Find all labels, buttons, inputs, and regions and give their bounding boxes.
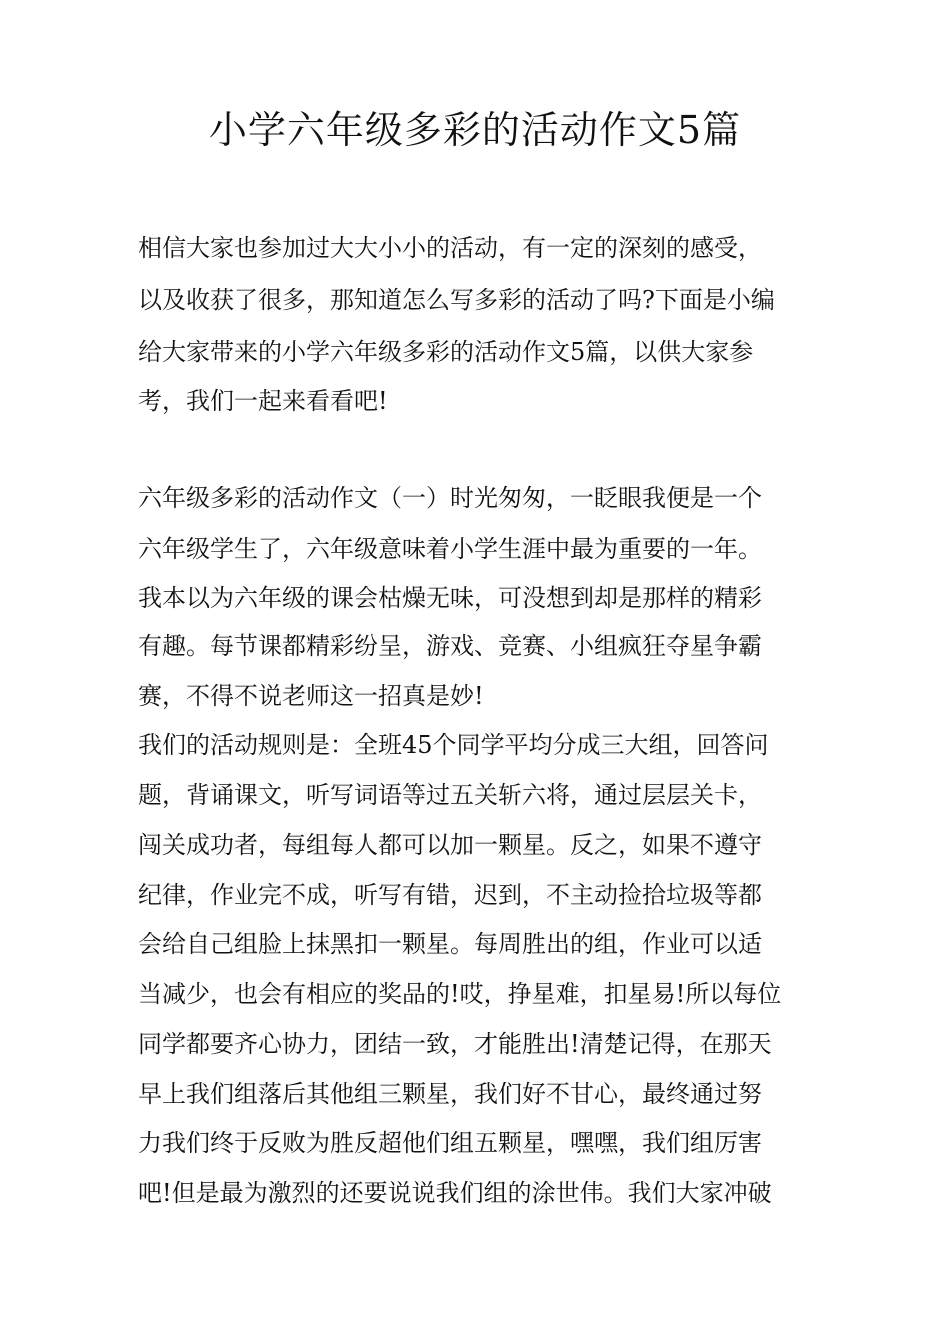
essay-line-4: 有趣。每节课都精彩纷呈，游戏、竞赛、小组疯狂夺星争霸	[138, 632, 762, 660]
document-title: 小学六年级多彩的活动作文5篇	[208, 108, 742, 152]
essay-line-7: 题，背诵课文，听写词语等过五关斩六将，通过层层关卡，	[138, 781, 762, 809]
essay-line-1: 六年级多彩的活动作文（一）时光匆匆，一眨眼我便是一个	[138, 484, 762, 512]
essay-line-11: 当减少，也会有相应的奖品的!哎，挣星难，扣星易!所以每位	[138, 980, 782, 1008]
intro-line-2: 以及收获了很多，那知道怎么写多彩的活动了吗?下面是小编	[138, 286, 775, 314]
essay-line-13: 早上我们组落后其他组三颗星，我们好不甘心，最终通过努	[138, 1080, 762, 1108]
essay-line-5: 赛，不得不说老师这一招真是妙!	[138, 682, 484, 710]
intro-line-1: 相信大家也参加过大大小小的活动，有一定的深刻的感受，	[138, 234, 762, 262]
essay-line-12: 同学都要齐心协力，团结一致，才能胜出!清楚记得，在那天	[138, 1030, 772, 1058]
essay-line-15: 吧!但是最为激烈的还要说说我们组的涂世伟。我们大家冲破	[138, 1179, 772, 1207]
intro-line-4: 考，我们一起来看看吧!	[138, 387, 388, 415]
essay-line-6: 我们的活动规则是：全班45个同学平均分成三大组，回答问	[138, 731, 769, 759]
essay-line-10: 会给自己组脸上抹黑扣一颗星。每周胜出的组，作业可以适	[138, 930, 762, 958]
essay-line-9: 纪律，作业完不成，听写有错，迟到，不主动捡拾垃圾等都	[138, 881, 762, 909]
essay-line-2: 六年级学生了，六年级意味着小学生涯中最为重要的一年。	[138, 535, 762, 563]
essay-line-8: 闯关成功者，每组每人都可以加一颗星。反之，如果不遵守	[138, 831, 762, 859]
essay-line-3: 我本以为六年级的课会枯燥无味，可没想到却是那样的精彩	[138, 584, 762, 612]
essay-line-14: 力我们终于反败为胜反超他们组五颗星，嘿嘿，我们组厉害	[138, 1129, 762, 1157]
intro-line-3: 给大家带来的小学六年级多彩的活动作文5篇，以供大家参	[138, 338, 754, 366]
